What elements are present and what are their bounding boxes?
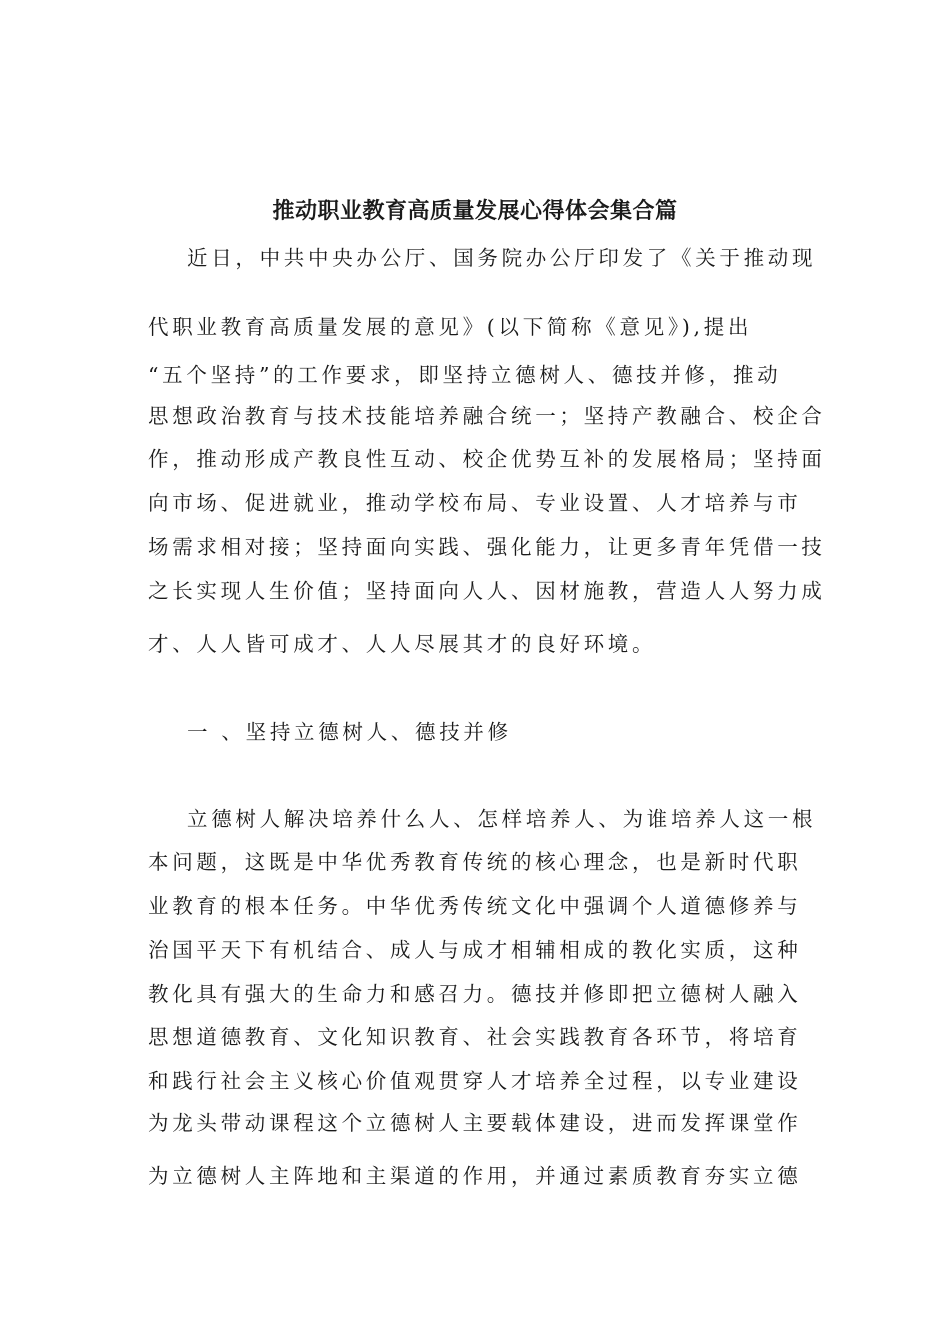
paragraph-line: 向市场、促进就业，推动学校布局、专业设置、人才培养与市 [148, 491, 802, 515]
paragraph-line: 立德树人解决培养什么人、怎样培养人、为谁培养人这一根 [187, 807, 817, 831]
paragraph-line: 思想道德教育、文化知识教育、社会实践教育各环节，将培育 [148, 1025, 802, 1049]
paragraph-line: 业教育的根本任务。中华优秀传统文化中强调个人道德修养与 [148, 894, 802, 918]
paragraph-line: 之长实现人生价值；坚持面向人人、因材施教，营造人人努力成 [148, 579, 826, 603]
paragraph-line: 才、人人皆可成才、人人尽展其才的良好环境。 [148, 632, 657, 656]
paragraph-line: 作，推动形成产教良性互动、校企优势互补的发展格局；坚持面 [148, 447, 826, 471]
document-title: 推动职业教育高质量发展心得体会集合篇 [272, 199, 678, 224]
paragraph-line: 场需求相对接；坚持面向实践、强化能力，让更多青年凭借一技 [148, 535, 826, 559]
paragraph-line: 为龙头带动课程这个立德树人主要载体建设，进而发挥课堂作 [148, 1111, 802, 1135]
paragraph-line: “五个坚持”的工作要求，即坚持立德树人、德技并修，推动 [148, 363, 782, 387]
paragraph-line: 本问题，这既是中华优秀教育传统的核心理念，也是新时代职 [148, 850, 802, 874]
paragraph-line: 和践行社会主义核心价值观贯穿人才培养全过程，以专业建设 [148, 1069, 802, 1093]
paragraph-line: 代职业教育高质量发展的意见》(以下简称《意见》),提出 [148, 315, 753, 339]
paragraph-line: 思想政治教育与技术技能培养融合统一；坚持产教融合、校企合 [148, 404, 826, 428]
paragraph-line: 治国平天下有机结合、成人与成才相辅相成的教化实质，这种 [148, 938, 802, 962]
paragraph-line: 教化具有强大的生命力和感召力。德技并修即把立德树人融入 [148, 982, 802, 1006]
paragraph-line: 为立德树人主阵地和主渠道的作用，并通过素质教育夯实立德 [148, 1164, 802, 1188]
section-heading: 一 、坚持立德树人、德技并修 [187, 720, 512, 744]
paragraph-line: 近日，中共中央办公厅、国务院办公厅印发了《关于推动现 [187, 246, 817, 270]
